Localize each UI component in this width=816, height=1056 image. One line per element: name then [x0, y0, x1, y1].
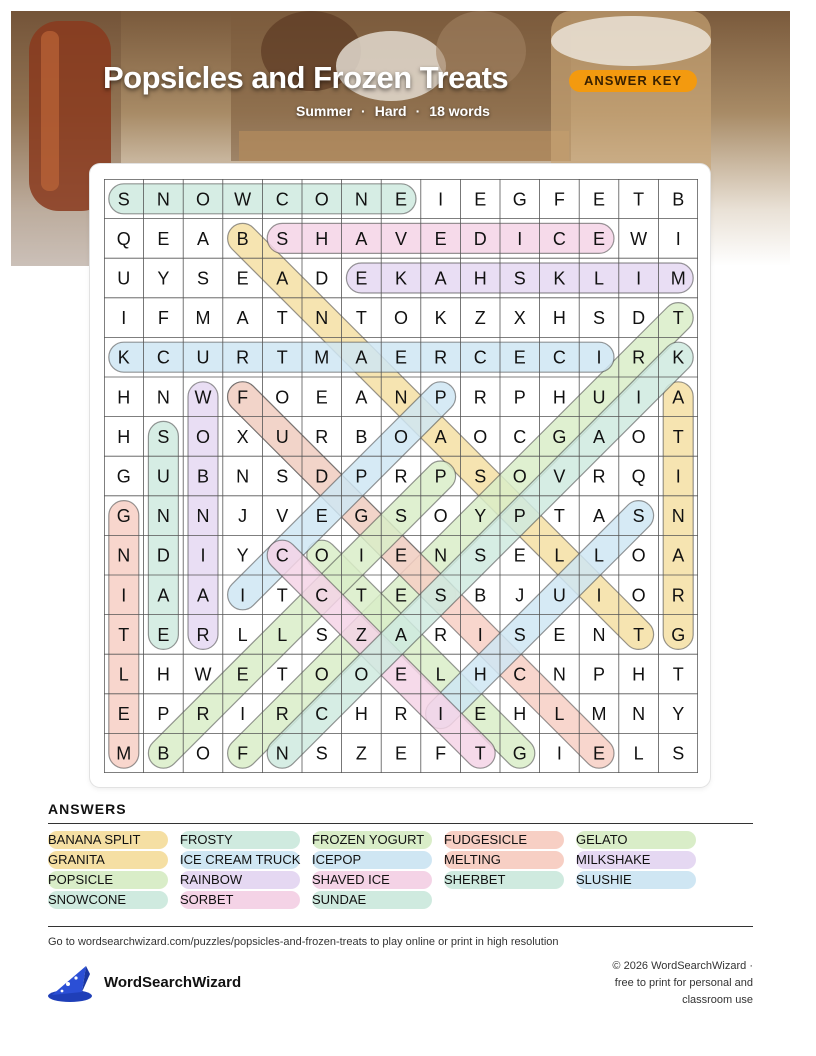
grid-letter: E: [394, 189, 408, 210]
grid-letter: K: [117, 347, 130, 368]
grid-letter: W: [630, 228, 648, 249]
grid-letter: C: [552, 228, 566, 249]
grid-letter: B: [355, 426, 368, 447]
grid-letter: L: [554, 545, 565, 566]
grid-letter: S: [315, 624, 328, 645]
grid-letter: P: [513, 506, 526, 527]
grid-letter: D: [632, 308, 646, 329]
answer-word: FROZEN YOGURT: [312, 831, 432, 849]
grid-letter: A: [196, 228, 210, 249]
grid-letter: N: [671, 506, 685, 527]
grid-letter: A: [196, 585, 210, 606]
grid-letter: K: [553, 268, 566, 289]
grid-letter: I: [675, 466, 681, 487]
grid-letter: S: [513, 268, 526, 289]
grid-letter: R: [592, 466, 606, 487]
grid-letter: P: [513, 387, 526, 408]
divider: [48, 926, 753, 927]
grid-letter: C: [473, 347, 487, 368]
grid-letter: A: [672, 545, 685, 566]
grid-letter: I: [636, 387, 642, 408]
grid-letter: A: [355, 347, 368, 368]
grid-letter: Z: [474, 308, 486, 329]
grid-letter: O: [393, 308, 409, 329]
copyright-line: © 2026 WordSearchWizard ·: [612, 960, 753, 972]
grid-letter: L: [633, 743, 644, 764]
grid-letter: M: [314, 347, 330, 368]
grid-letter: I: [200, 545, 206, 566]
grid-letter: Q: [631, 466, 646, 487]
grid-letter: G: [116, 466, 131, 487]
grid-letter: W: [194, 387, 212, 408]
grid-letter: R: [196, 704, 210, 725]
grid-letter: R: [473, 387, 487, 408]
grid-letter: D: [315, 466, 329, 487]
grid-letter: A: [672, 387, 685, 408]
grid-letter: K: [672, 347, 685, 368]
grid-letter: L: [435, 664, 446, 685]
grid-letter: L: [277, 624, 288, 645]
grid-letter: R: [394, 704, 408, 725]
answer-word: SHERBET: [444, 871, 564, 889]
grid-letter: W: [234, 189, 252, 210]
page-title: Popsicles and Frozen Treats: [103, 60, 509, 95]
grid-letter: A: [157, 585, 170, 606]
grid-letter: E: [394, 585, 408, 606]
grid-letter: R: [632, 347, 646, 368]
grid-letter: G: [116, 506, 131, 527]
grid-letter: O: [473, 426, 488, 447]
grid-letter: S: [474, 545, 487, 566]
grid-letter: E: [553, 624, 566, 645]
grid-letter: N: [592, 624, 606, 645]
grid-letter: S: [276, 466, 289, 487]
puzzle-meta: [296, 103, 490, 119]
grid-letter: F: [435, 743, 447, 764]
grid-letter: U: [275, 426, 289, 447]
grid-letter: S: [117, 189, 130, 210]
grid-letter: A: [355, 387, 368, 408]
answer-word: FROSTY: [180, 831, 300, 849]
grid-letter: E: [394, 545, 408, 566]
grid-letter: C: [275, 545, 289, 566]
grid-letter: R: [315, 426, 329, 447]
grid-letter: L: [118, 664, 129, 685]
grid-letter: L: [593, 268, 605, 289]
grid-letter: U: [196, 347, 210, 368]
grid-letter: T: [355, 585, 367, 606]
grid-letter: G: [512, 189, 527, 210]
grid-letter: E: [157, 228, 170, 249]
grid-letter: A: [236, 308, 249, 329]
grid-letter: E: [394, 743, 408, 764]
grid-letter: S: [434, 585, 447, 606]
answer-word: POPSICLE: [48, 871, 168, 889]
grid-letter: I: [675, 228, 681, 249]
copyright-line: free to print for personal and: [614, 977, 753, 989]
grid-letter: O: [275, 387, 290, 408]
grid-letter: T: [276, 347, 288, 368]
grid-letter: A: [434, 268, 447, 289]
grid-letter: H: [117, 387, 131, 408]
answer-word: RAINBOW: [180, 871, 300, 889]
answer-word: BANANA SPLIT: [48, 831, 168, 849]
grid-letter: I: [121, 308, 127, 329]
grid-letter: E: [513, 347, 526, 368]
grid-letter: O: [195, 426, 211, 447]
grid-letter: C: [156, 347, 170, 368]
grid-letter: G: [671, 624, 686, 645]
grid-letter: C: [275, 189, 289, 210]
grid-letter: O: [314, 545, 329, 566]
grid-letter: R: [394, 466, 408, 487]
grid-letter: E: [157, 624, 170, 645]
answer-word: GRANITA: [48, 851, 168, 869]
grid-letter: S: [513, 624, 526, 645]
grid-letter: H: [156, 664, 170, 685]
grid-letter: T: [553, 506, 565, 527]
answer-word: ICEPOP: [312, 851, 432, 869]
grid-letter: B: [196, 466, 210, 487]
grid-letter: R: [434, 624, 448, 645]
grid-letter: N: [236, 466, 250, 487]
grid-letter: O: [631, 585, 646, 606]
grid-letter: I: [556, 743, 562, 764]
grid-letter: H: [117, 426, 131, 447]
grid-letter: I: [438, 189, 444, 210]
grid-letter: O: [195, 743, 211, 764]
grid-letter: N: [394, 387, 408, 408]
grid-letter: E: [117, 704, 130, 725]
grid-letter: B: [236, 228, 249, 249]
grid-letter: H: [513, 704, 527, 725]
grid-letter: T: [672, 426, 684, 447]
grid-letter: I: [240, 704, 246, 725]
grid-letter: H: [315, 228, 329, 249]
wizard-hat-icon: [46, 962, 94, 1004]
answer-word: SORBET: [180, 891, 300, 909]
grid-letter: E: [513, 545, 526, 566]
grid-letter: E: [315, 387, 328, 408]
grid-letter: I: [636, 268, 642, 289]
grid-letter: O: [631, 545, 646, 566]
grid-letter: T: [672, 664, 684, 685]
grid-letter: A: [276, 268, 289, 289]
grid-letter: M: [591, 704, 607, 725]
grid-letter: U: [592, 387, 606, 408]
grid-letter: G: [354, 506, 369, 527]
answer-word: ICE CREAM TRUCK: [180, 852, 301, 867]
grid-letter: A: [592, 506, 606, 527]
grid-letter: H: [632, 664, 646, 685]
grid-letter: E: [394, 347, 408, 368]
grid-letter: E: [434, 228, 447, 249]
grid-letter: J: [238, 506, 248, 527]
answer-key-badge: ANSWER KEY: [569, 70, 697, 92]
grid-letter: H: [354, 704, 368, 725]
grid-letter: P: [434, 387, 447, 408]
grid-letter: O: [314, 189, 329, 210]
grid-letter: I: [477, 624, 483, 645]
grid-letter: Y: [474, 506, 487, 527]
grid-letter: V: [394, 228, 408, 249]
grid-letter: Z: [355, 624, 367, 645]
grid-letter: K: [394, 268, 408, 289]
grid-letter: Q: [116, 228, 131, 249]
grid-letter: N: [156, 506, 170, 527]
grid-letter: F: [237, 387, 249, 408]
separator-dot: ·: [415, 103, 421, 119]
grid-letter: Z: [355, 743, 367, 764]
answer-word: SLUSHIE: [576, 871, 696, 889]
grid-letter: E: [474, 704, 487, 725]
grid-letter: F: [237, 743, 249, 764]
grid-letter: I: [240, 585, 246, 606]
grid-letter: G: [512, 743, 527, 764]
grid-letter: S: [672, 743, 685, 764]
grid-letter: E: [474, 189, 487, 210]
grid-letter: M: [195, 308, 211, 329]
brand-name: WordSearchWizard: [104, 974, 242, 991]
grid-letter: M: [670, 268, 686, 289]
grid-letter: C: [552, 347, 566, 368]
grid-letter: U: [156, 466, 170, 487]
answers-heading: ANSWERS: [48, 801, 127, 817]
grid-letter: C: [315, 704, 329, 725]
grid-letter: A: [434, 426, 447, 447]
grid-letter: O: [314, 664, 329, 685]
word-search-grid: [104, 179, 698, 773]
grid-letter: E: [355, 268, 368, 289]
grid-letter: O: [393, 426, 409, 447]
copyright-notice: [553, 958, 753, 1009]
grid-letter: U: [552, 585, 566, 606]
grid-letter: X: [513, 308, 526, 329]
grid-letter: I: [438, 704, 444, 725]
grid-letter: D: [473, 228, 487, 249]
theme-label: Summer: [296, 103, 353, 119]
separator-dot: ·: [361, 103, 366, 119]
grid-letter: R: [434, 347, 448, 368]
grid-letter: N: [275, 743, 289, 764]
grid-letter: L: [237, 624, 248, 645]
grid-letter: P: [157, 704, 170, 725]
grid-letter: H: [473, 268, 487, 289]
grid-letter: B: [157, 743, 170, 764]
answer-word: SUNDAE: [312, 891, 432, 909]
grid-letter: H: [473, 664, 487, 685]
grid-letter: N: [434, 545, 448, 566]
grid-letter: L: [593, 545, 605, 566]
grid-letter: W: [194, 664, 212, 685]
grid-letter: S: [474, 466, 487, 487]
grid-letter: E: [236, 268, 249, 289]
grid-letter: L: [554, 704, 565, 725]
grid-letter: O: [631, 426, 646, 447]
grid-letter: A: [592, 426, 606, 447]
grid-letter: Y: [672, 704, 685, 725]
answer-word: FUDGESICLE: [444, 831, 564, 849]
grid-letter: S: [394, 506, 408, 527]
grid-letter: E: [394, 664, 408, 685]
answer-word: MELTING: [444, 851, 564, 869]
grid-letter: S: [315, 743, 328, 764]
divider: [48, 823, 753, 824]
grid-letter: T: [355, 308, 367, 329]
grid-letter: T: [276, 664, 288, 685]
grid-letter: A: [394, 624, 408, 645]
grid-letter: T: [633, 624, 645, 645]
grid-letter: R: [275, 704, 289, 725]
grid-letter: T: [118, 624, 130, 645]
grid-letter: M: [116, 743, 132, 764]
grid-letter: I: [517, 228, 523, 249]
grid-letter: C: [315, 585, 329, 606]
grid-letter: O: [512, 466, 527, 487]
grid-letter: B: [672, 189, 685, 210]
footer-link-text: Go to wordsearchwizard.com/puzzles/popsicles-and-frozen-treats to play online or print in high resolution: [48, 936, 559, 948]
grid-letter: N: [156, 387, 170, 408]
answer-word: GELATO: [576, 831, 696, 849]
grid-letter: P: [355, 466, 368, 487]
grid-letter: S: [157, 426, 170, 447]
grid-letter: R: [236, 347, 250, 368]
grid-letter: S: [632, 506, 645, 527]
grid-letter: G: [552, 426, 567, 447]
word-count-label: 18 words: [429, 103, 490, 119]
grid-letter: F: [157, 308, 169, 329]
grid-letter: S: [276, 228, 289, 249]
grid-letter: C: [513, 664, 527, 685]
grid-letter: N: [315, 308, 329, 329]
copyright-line: classroom use: [682, 994, 753, 1006]
answer-word: SHAVED ICE: [312, 871, 432, 889]
grid-letter: V: [553, 466, 566, 487]
grid-letter: T: [474, 743, 486, 764]
answer-word: MILKSHAKE: [576, 851, 696, 869]
grid-letter: D: [156, 545, 170, 566]
grid-letter: C: [513, 426, 527, 447]
grid-letter: I: [596, 585, 602, 606]
grid-letter: O: [433, 506, 448, 527]
grid-letter: K: [434, 308, 447, 329]
grid-letter: X: [236, 426, 249, 447]
grid-letter: T: [672, 308, 684, 329]
grid-letter: T: [633, 189, 645, 210]
answer-word: SNOWCONE: [48, 891, 168, 909]
difficulty-label: Hard: [374, 103, 407, 119]
grid-letter: U: [117, 268, 131, 289]
grid-letter: O: [195, 189, 211, 210]
grid-letter: R: [671, 585, 685, 606]
grid-letter: N: [196, 506, 210, 527]
grid-letter: H: [552, 308, 566, 329]
grid-letter: E: [236, 664, 249, 685]
grid-letter: I: [358, 545, 364, 566]
grid-letter: S: [196, 268, 210, 289]
grid-letter: P: [592, 664, 606, 685]
grid-letter: F: [553, 189, 565, 210]
grid-letter: Y: [157, 268, 170, 289]
grid-letter: O: [354, 664, 369, 685]
grid-letter: R: [196, 624, 210, 645]
grid-letter: N: [632, 704, 646, 725]
grid-letter: T: [276, 585, 288, 606]
grid-letter: N: [117, 545, 131, 566]
grid-letter: H: [552, 387, 566, 408]
grid-letter: S: [592, 308, 606, 329]
grid-letter: D: [315, 268, 329, 289]
grid-letter: T: [276, 308, 288, 329]
grid-letter: N: [552, 664, 566, 685]
grid-letter: E: [592, 228, 606, 249]
grid-letter: I: [596, 347, 602, 368]
grid-letter: Y: [236, 545, 249, 566]
grid-letter: I: [121, 585, 127, 606]
grid-letter: E: [592, 743, 606, 764]
grid-letter: E: [315, 506, 328, 527]
grid-letter: V: [276, 506, 289, 527]
grid-letter: B: [474, 585, 487, 606]
grid-letter: P: [434, 466, 447, 487]
letter-layer: [116, 189, 685, 763]
grid-letter: N: [354, 189, 368, 210]
grid-letter: J: [515, 585, 525, 606]
grid-letter: E: [592, 189, 606, 210]
grid-letter: A: [355, 228, 368, 249]
grid-letter: N: [156, 189, 170, 210]
